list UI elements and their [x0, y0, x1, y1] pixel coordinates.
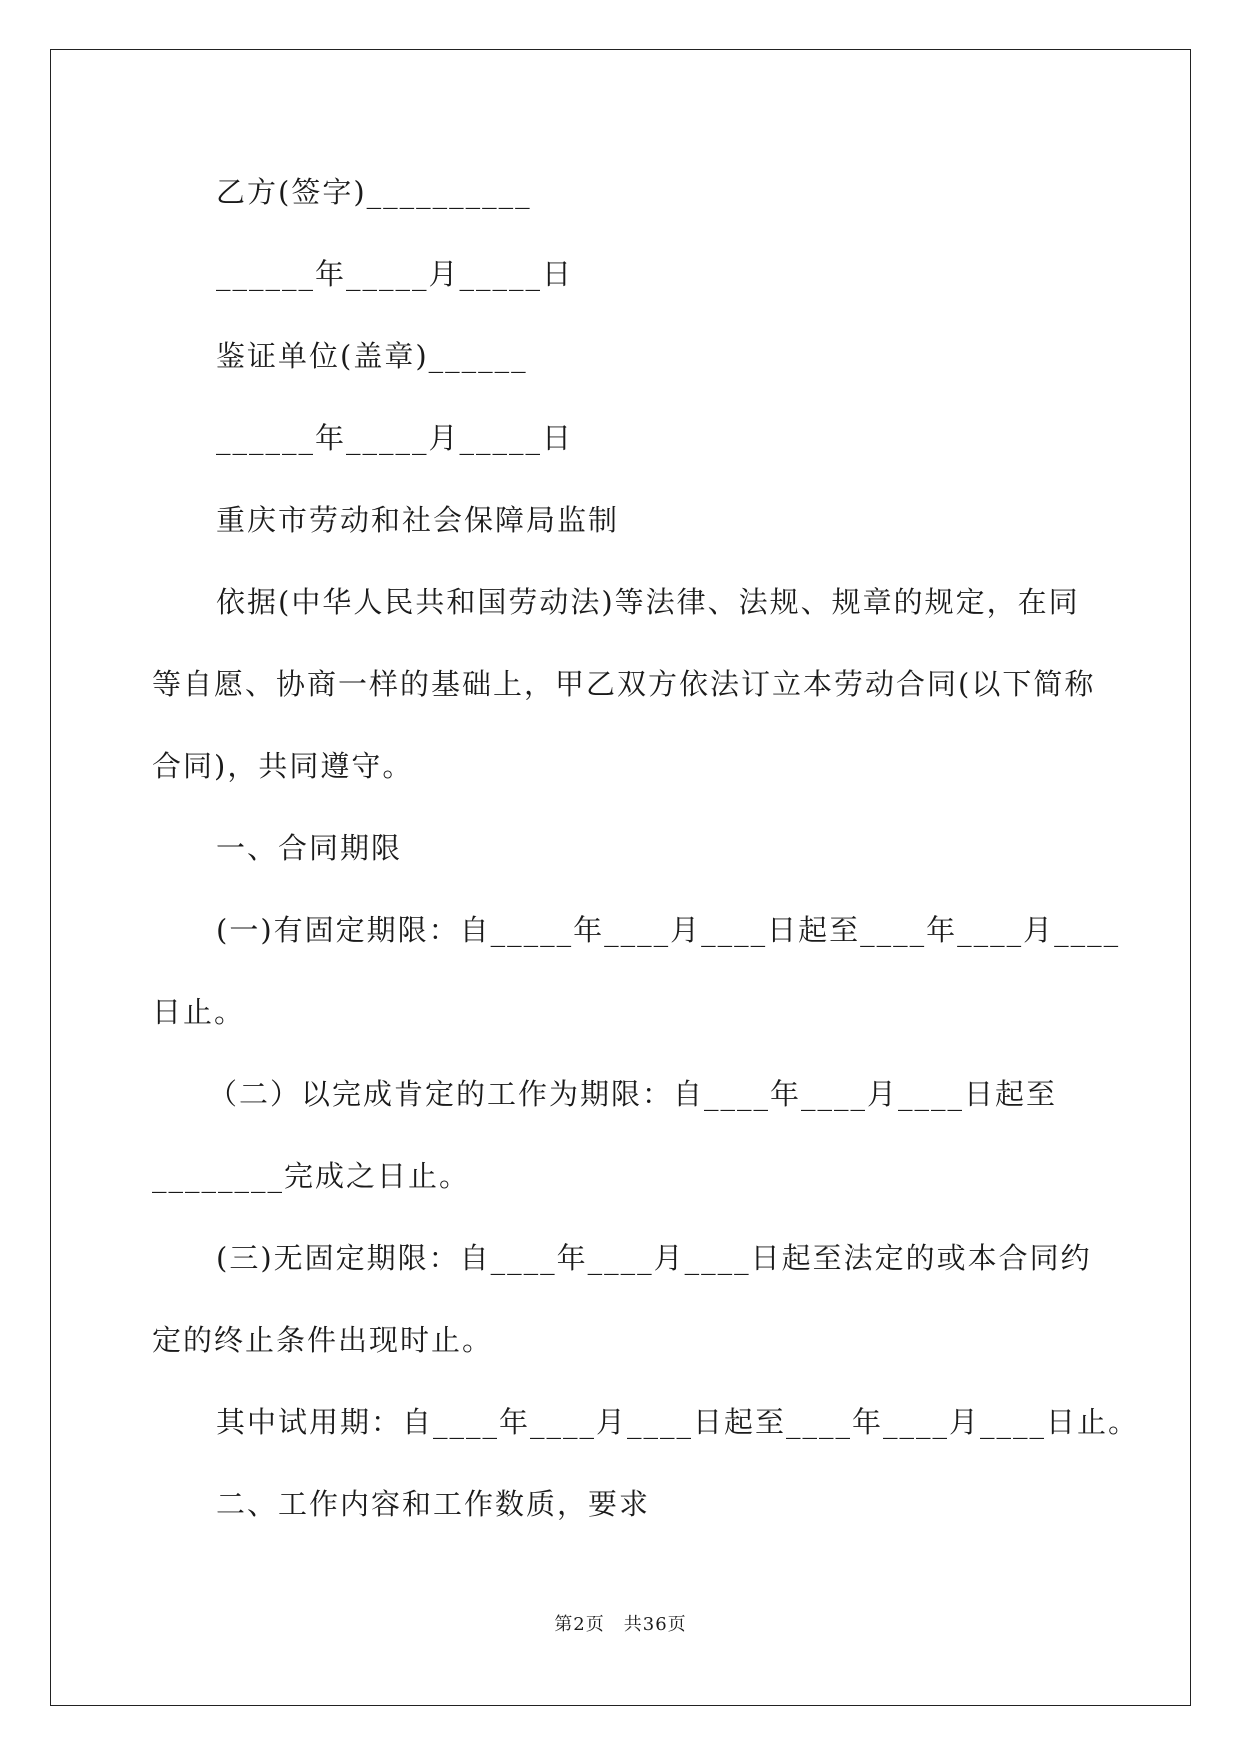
section-1-heading: 一、合同期限 — [216, 831, 403, 865]
open-term-line-2: 定的终止条件出现时止。 — [152, 1323, 494, 1357]
preamble-line-2: 等自愿、协商一样的基础上，甲乙双方依法订立本劳动合同(以下简称 — [152, 667, 1096, 701]
party-b-date-line: ______年_____月_____日 — [216, 257, 574, 291]
fixed-term-line-1: (一)有固定期限：自_____年____月____日起至____年____月____ — [216, 913, 1121, 947]
preamble-line-3: 合同)，共同遵守。 — [152, 749, 414, 783]
probation-line: 其中试用期：自____年____月____日起至____年____月____日止。 — [216, 1405, 1140, 1439]
issuer-line: 重庆市劳动和社会保障局监制 — [216, 503, 620, 537]
party-b-signature-line: 乙方(签字)__________ — [216, 175, 532, 209]
open-term-line-1: (三)无固定期限：自____年____月____日起至法定的或本合同约 — [216, 1241, 1092, 1275]
page-number-footer: 第2页 共36页 — [554, 1614, 687, 1635]
task-term-line-2: ________完成之日止。 — [152, 1159, 471, 1193]
preamble-line-1: 依据(中华人民共和国劳动法)等法律、法规、规章的规定，在同 — [216, 585, 1080, 619]
fixed-term-line-2: 日止。 — [152, 995, 246, 1029]
certifying-unit-date-line: ______年_____月_____日 — [216, 421, 574, 455]
section-2-heading: 二、工作内容和工作数质，要求 — [216, 1487, 651, 1521]
task-term-line-1: （二）以完成肯定的工作为期限：自____年____月____日起至 — [208, 1077, 1058, 1111]
page-border — [50, 49, 1191, 1706]
certifying-unit-seal-line: 鉴证单位(盖章)______ — [216, 339, 528, 373]
